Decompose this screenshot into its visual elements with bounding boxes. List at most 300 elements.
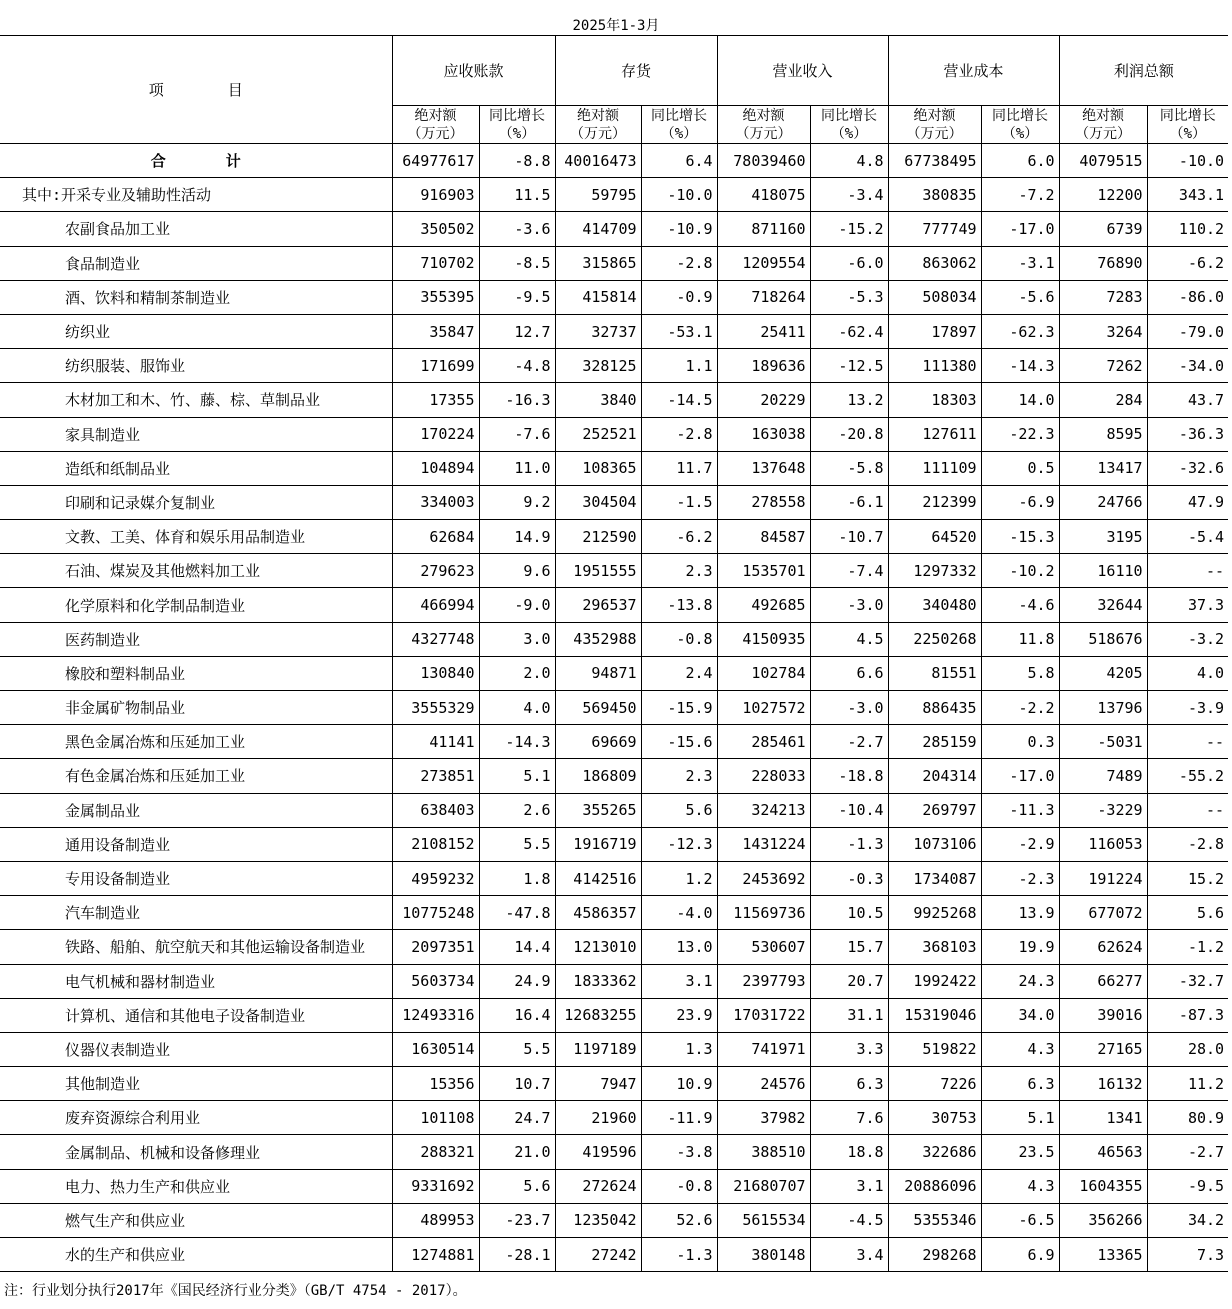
cell-yoy-growth: 10.5 <box>810 896 888 930</box>
cell-yoy-growth: -86.0 <box>1147 280 1228 314</box>
cell-absolute-value: 20229 <box>717 383 810 417</box>
cell-yoy-growth: -10.0 <box>1147 144 1228 178</box>
cell-absolute-value: 4586357 <box>555 896 641 930</box>
cell-yoy-growth: 2.3 <box>641 554 717 588</box>
cell-yoy-growth: -3.0 <box>810 588 888 622</box>
footnote: 注：行业划分执行2017年《国民经济行业分类》（GB/T 4754 - 2017）。 <box>4 1283 467 1299</box>
cell-yoy-growth: -1.3 <box>810 827 888 861</box>
table-row <box>0 793 1228 827</box>
statistics-table <box>0 35 1228 1272</box>
cell-yoy-growth: -5.3 <box>810 280 888 314</box>
cell-yoy-growth: 5.6 <box>641 793 717 827</box>
cell-yoy-growth: -15.2 <box>810 212 888 246</box>
row-name: 金属制品、机械和设备修理业 <box>0 1135 392 1169</box>
cell-absolute-value: 17031722 <box>717 998 810 1032</box>
cell-absolute-value: 18303 <box>888 383 981 417</box>
cell-absolute-value: 285461 <box>717 725 810 759</box>
subheader-line-1: 同比增长 <box>651 107 708 124</box>
cell-absolute-value: 718264 <box>717 280 810 314</box>
cell-absolute-value: -3229 <box>1059 793 1147 827</box>
cell-absolute-value: 137648 <box>717 451 810 485</box>
table-row <box>0 1238 1228 1272</box>
cell-absolute-value: 59795 <box>555 178 641 212</box>
cell-yoy-growth: 2.3 <box>641 759 717 793</box>
cell-absolute-value: 414709 <box>555 212 641 246</box>
cell-absolute-value: 78039460 <box>717 144 810 178</box>
cell-absolute-value: 1992422 <box>888 964 981 998</box>
cell-absolute-value: 67738495 <box>888 144 981 178</box>
cell-yoy-growth: -79.0 <box>1147 314 1228 348</box>
cell-absolute-value: 12683255 <box>555 998 641 1032</box>
row-name: 橡胶和塑料制品业 <box>0 656 392 690</box>
cell-absolute-value: 212590 <box>555 520 641 554</box>
table-row <box>0 1101 1228 1135</box>
cell-absolute-value: 269797 <box>888 793 981 827</box>
cell-yoy-growth: 20.7 <box>810 964 888 998</box>
cell-yoy-growth: -3.9 <box>1147 691 1228 725</box>
table-row <box>0 998 1228 1032</box>
cell-yoy-growth: 6.3 <box>810 1067 888 1101</box>
cell-yoy-growth: 4.5 <box>810 622 888 656</box>
cell-absolute-value: 20886096 <box>888 1169 981 1203</box>
cell-absolute-value: 191224 <box>1059 861 1147 895</box>
cell-yoy-growth: -9.5 <box>479 280 555 314</box>
cell-absolute-value: 3195 <box>1059 520 1147 554</box>
table-row <box>0 725 1228 759</box>
cell-yoy-growth: 5.6 <box>1147 896 1228 930</box>
cell-absolute-value: 1197189 <box>555 1032 641 1066</box>
cell-absolute-value: 380148 <box>717 1238 810 1272</box>
subheader-absolute <box>555 106 641 144</box>
cell-yoy-growth: 47.9 <box>1147 485 1228 519</box>
cell-yoy-growth: 52.6 <box>641 1203 717 1237</box>
group-header-cost: 营业成本 <box>888 36 1059 106</box>
row-name: 金属制品业 <box>0 793 392 827</box>
cell-yoy-growth: -10.7 <box>810 520 888 554</box>
item-header-left: 项 <box>148 81 164 99</box>
table-row <box>0 1067 1228 1101</box>
cell-absolute-value: 171699 <box>392 349 479 383</box>
cell-absolute-value: 518676 <box>1059 622 1147 656</box>
row-name: 电力、热力生产和供应业 <box>0 1169 392 1203</box>
row-name: 仪器仪表制造业 <box>0 1032 392 1066</box>
cell-yoy-growth: 80.9 <box>1147 1101 1228 1135</box>
cell-absolute-value: 355395 <box>392 280 479 314</box>
cell-yoy-growth: 21.0 <box>479 1135 555 1169</box>
cell-absolute-value: 285159 <box>888 725 981 759</box>
cell-yoy-growth: 2.0 <box>479 656 555 690</box>
cell-yoy-growth: -28.1 <box>479 1238 555 1272</box>
cell-absolute-value: 2250268 <box>888 622 981 656</box>
subheader-absolute <box>717 106 810 144</box>
cell-yoy-growth: 13.0 <box>641 930 717 964</box>
cell-yoy-growth: -2.8 <box>641 417 717 451</box>
cell-absolute-value: 9925268 <box>888 896 981 930</box>
subheader-line-2: （万元） <box>735 125 792 142</box>
cell-yoy-growth: 6.0 <box>981 144 1059 178</box>
cell-yoy-growth: -32.6 <box>1147 451 1228 485</box>
cell-absolute-value: 186809 <box>555 759 641 793</box>
cell-yoy-growth: -0.8 <box>641 1169 717 1203</box>
cell-yoy-growth: 34.0 <box>981 998 1059 1032</box>
subheader-yoy-growth <box>1147 106 1228 144</box>
cell-yoy-growth: -47.8 <box>479 896 555 930</box>
cell-yoy-growth: 11.8 <box>981 622 1059 656</box>
cell-yoy-growth: -3.6 <box>479 212 555 246</box>
cell-absolute-value: 4327748 <box>392 622 479 656</box>
cell-absolute-value: 4352988 <box>555 622 641 656</box>
cell-yoy-growth: -87.3 <box>1147 998 1228 1032</box>
cell-absolute-value: 298268 <box>888 1238 981 1272</box>
cell-yoy-growth: -- <box>1147 793 1228 827</box>
cell-absolute-value: 886435 <box>888 691 981 725</box>
cell-absolute-value: 419596 <box>555 1135 641 1169</box>
cell-yoy-growth: -2.8 <box>1147 827 1228 861</box>
cell-yoy-growth: -2.8 <box>641 246 717 280</box>
table-row <box>0 144 1228 178</box>
subheader-line-1: 绝对额 <box>742 107 785 124</box>
subheader-line-2: （%） <box>1001 125 1039 142</box>
subheader-line-1: 绝对额 <box>577 107 620 124</box>
table-row <box>0 827 1228 861</box>
table-row <box>0 178 1228 212</box>
cell-yoy-growth: 11.5 <box>479 178 555 212</box>
cell-yoy-growth: 13.9 <box>981 896 1059 930</box>
cell-yoy-growth: -3.8 <box>641 1135 717 1169</box>
cell-yoy-growth: -62.4 <box>810 314 888 348</box>
cell-absolute-value: 17355 <box>392 383 479 417</box>
cell-absolute-value: 37982 <box>717 1101 810 1135</box>
subheader-absolute <box>888 106 981 144</box>
cell-absolute-value: 16132 <box>1059 1067 1147 1101</box>
row-name: 有色金属冶炼和压延加工业 <box>0 759 392 793</box>
cell-absolute-value: 5355346 <box>888 1203 981 1237</box>
cell-absolute-value: 1535701 <box>717 554 810 588</box>
table-row <box>0 656 1228 690</box>
cell-absolute-value: 64520 <box>888 520 981 554</box>
cell-absolute-value: 84587 <box>717 520 810 554</box>
cell-absolute-value: 279623 <box>392 554 479 588</box>
cell-absolute-value: 64977617 <box>392 144 479 178</box>
cell-absolute-value: 871160 <box>717 212 810 246</box>
cell-yoy-growth: -- <box>1147 725 1228 759</box>
cell-yoy-growth: -- <box>1147 554 1228 588</box>
row-name: 水的生产和供应业 <box>0 1238 392 1272</box>
table-row <box>0 417 1228 451</box>
cell-yoy-growth: 6.9 <box>981 1238 1059 1272</box>
subheader-line-1: 同比增长 <box>992 107 1049 124</box>
cell-yoy-growth: 11.2 <box>1147 1067 1228 1101</box>
cell-absolute-value: 508034 <box>888 280 981 314</box>
cell-yoy-growth: 5.5 <box>479 1032 555 1066</box>
total-label-right: 计 <box>225 152 241 171</box>
row-name: 通用设备制造业 <box>0 827 392 861</box>
cell-yoy-growth: -4.0 <box>641 896 717 930</box>
cell-yoy-growth: -62.3 <box>981 314 1059 348</box>
row-name: 废弃资源综合利用业 <box>0 1101 392 1135</box>
cell-yoy-growth: -7.6 <box>479 417 555 451</box>
subheader-line-2: （%） <box>498 125 536 142</box>
cell-yoy-growth: 5.6 <box>479 1169 555 1203</box>
row-name: 文教、工美、体育和娱乐用品制造业 <box>0 520 392 554</box>
cell-absolute-value: 3840 <box>555 383 641 417</box>
row-name: 石油、煤炭及其他燃料加工业 <box>0 554 392 588</box>
table-row <box>0 1169 1228 1203</box>
cell-yoy-growth: -34.0 <box>1147 349 1228 383</box>
cell-yoy-growth: 19.9 <box>981 930 1059 964</box>
cell-yoy-growth: -55.2 <box>1147 759 1228 793</box>
row-name: 食品制造业 <box>0 246 392 280</box>
cell-yoy-growth: -0.8 <box>641 622 717 656</box>
cell-yoy-growth: 0.5 <box>981 451 1059 485</box>
cell-absolute-value: 69669 <box>555 725 641 759</box>
cell-yoy-growth: 3.0 <box>479 622 555 656</box>
row-name: 纺织服装、服饰业 <box>0 349 392 383</box>
subheader-yoy-growth <box>641 106 717 144</box>
cell-absolute-value: 15319046 <box>888 998 981 1032</box>
cell-yoy-growth: 4.8 <box>810 144 888 178</box>
subheader-line-2: （万元） <box>407 125 464 142</box>
cell-absolute-value: 24766 <box>1059 485 1147 519</box>
table-row <box>0 759 1228 793</box>
cell-absolute-value: 17897 <box>888 314 981 348</box>
cell-absolute-value: 24576 <box>717 1067 810 1101</box>
cell-yoy-growth: -2.7 <box>1147 1135 1228 1169</box>
table-row <box>0 246 1228 280</box>
cell-yoy-growth: -6.2 <box>641 520 717 554</box>
cell-absolute-value: 466994 <box>392 588 479 622</box>
cell-yoy-growth: 23.5 <box>981 1135 1059 1169</box>
cell-absolute-value: 111380 <box>888 349 981 383</box>
cell-yoy-growth: -5.4 <box>1147 520 1228 554</box>
cell-yoy-growth: -36.3 <box>1147 417 1228 451</box>
cell-yoy-growth: -10.2 <box>981 554 1059 588</box>
subheader-yoy-growth <box>479 106 555 144</box>
cell-absolute-value: 46563 <box>1059 1135 1147 1169</box>
cell-absolute-value: 12200 <box>1059 178 1147 212</box>
cell-yoy-growth: 4.3 <box>981 1169 1059 1203</box>
cell-absolute-value: 5603734 <box>392 964 479 998</box>
cell-absolute-value: 170224 <box>392 417 479 451</box>
cell-yoy-growth: -11.3 <box>981 793 1059 827</box>
cell-absolute-value: 35847 <box>392 314 479 348</box>
cell-absolute-value: 130840 <box>392 656 479 690</box>
cell-absolute-value: 62684 <box>392 520 479 554</box>
cell-yoy-growth: -3.1 <box>981 246 1059 280</box>
cell-absolute-value: 27242 <box>555 1238 641 1272</box>
cell-yoy-growth: 16.4 <box>479 998 555 1032</box>
row-name: 其中:开采专业及辅助性活动 <box>0 178 392 212</box>
table-row <box>0 1203 1228 1237</box>
cell-yoy-growth: 4.0 <box>479 691 555 725</box>
row-name: 家具制造业 <box>0 417 392 451</box>
cell-absolute-value: 418075 <box>717 178 810 212</box>
cell-absolute-value: 2108152 <box>392 827 479 861</box>
cell-yoy-growth: -6.9 <box>981 485 1059 519</box>
cell-absolute-value: 741971 <box>717 1032 810 1066</box>
table-body <box>0 144 1228 1272</box>
cell-yoy-growth: -17.0 <box>981 212 1059 246</box>
row-name: 专用设备制造业 <box>0 861 392 895</box>
row-name: 黑色金属冶炼和压延加工业 <box>0 725 392 759</box>
cell-absolute-value: 334003 <box>392 485 479 519</box>
cell-absolute-value: 66277 <box>1059 964 1147 998</box>
table-row <box>0 1135 1228 1169</box>
cell-absolute-value: 328125 <box>555 349 641 383</box>
row-name: 铁路、船舶、航空航天和其他运输设备制造业 <box>0 930 392 964</box>
cell-absolute-value: 415814 <box>555 280 641 314</box>
cell-absolute-value: 16110 <box>1059 554 1147 588</box>
cell-absolute-value: 315865 <box>555 246 641 280</box>
cell-absolute-value: 228033 <box>717 759 810 793</box>
cell-absolute-value: 1073106 <box>888 827 981 861</box>
cell-yoy-growth: 4.0 <box>1147 656 1228 690</box>
cell-absolute-value: 710702 <box>392 246 479 280</box>
cell-absolute-value: 4150935 <box>717 622 810 656</box>
cell-yoy-growth: -6.1 <box>810 485 888 519</box>
table-row <box>0 861 1228 895</box>
row-name: 医药制造业 <box>0 622 392 656</box>
cell-absolute-value: 189636 <box>717 349 810 383</box>
cell-yoy-growth: -5.6 <box>981 280 1059 314</box>
cell-yoy-growth: -15.9 <box>641 691 717 725</box>
table-row <box>0 451 1228 485</box>
cell-absolute-value: 1431224 <box>717 827 810 861</box>
cell-yoy-growth: -20.8 <box>810 417 888 451</box>
cell-yoy-growth: -18.8 <box>810 759 888 793</box>
cell-yoy-growth: 6.3 <box>981 1067 1059 1101</box>
cell-absolute-value: 2097351 <box>392 930 479 964</box>
cell-yoy-growth: -6.2 <box>1147 246 1228 280</box>
cell-absolute-value: 1274881 <box>392 1238 479 1272</box>
subheader-line-1: 绝对额 <box>1082 107 1125 124</box>
cell-yoy-growth: 18.8 <box>810 1135 888 1169</box>
cell-absolute-value: 492685 <box>717 588 810 622</box>
cell-absolute-value: 1951555 <box>555 554 641 588</box>
cell-yoy-growth: 0.3 <box>981 725 1059 759</box>
cell-yoy-growth: -2.3 <box>981 861 1059 895</box>
header-row-groups <box>0 36 1228 106</box>
subheader-absolute <box>1059 106 1147 144</box>
table-row <box>0 896 1228 930</box>
cell-yoy-growth: -8.8 <box>479 144 555 178</box>
cell-yoy-growth: -15.6 <box>641 725 717 759</box>
cell-yoy-growth: -3.0 <box>810 691 888 725</box>
cell-absolute-value: 76890 <box>1059 246 1147 280</box>
cell-absolute-value: 1604355 <box>1059 1169 1147 1203</box>
cell-absolute-value: 272624 <box>555 1169 641 1203</box>
cell-absolute-value: 4142516 <box>555 861 641 895</box>
item-header-right: 目 <box>227 81 243 99</box>
cell-yoy-growth: -22.3 <box>981 417 1059 451</box>
table-row <box>0 622 1228 656</box>
cell-absolute-value: 204314 <box>888 759 981 793</box>
cell-absolute-value: 677072 <box>1059 896 1147 930</box>
cell-absolute-value: 2397793 <box>717 964 810 998</box>
cell-yoy-growth: -10.4 <box>810 793 888 827</box>
cell-yoy-growth: -12.5 <box>810 349 888 383</box>
subheader-absolute <box>392 106 479 144</box>
cell-yoy-growth: 9.6 <box>479 554 555 588</box>
cell-yoy-growth: -16.3 <box>479 383 555 417</box>
cell-absolute-value: -5031 <box>1059 725 1147 759</box>
cell-yoy-growth: -8.5 <box>479 246 555 280</box>
cell-absolute-value: 350502 <box>392 212 479 246</box>
cell-absolute-value: 101108 <box>392 1101 479 1135</box>
cell-yoy-growth: -10.0 <box>641 178 717 212</box>
row-name: 计算机、通信和其他电子设备制造业 <box>0 998 392 1032</box>
cell-absolute-value: 13365 <box>1059 1238 1147 1272</box>
cell-absolute-value: 41141 <box>392 725 479 759</box>
cell-absolute-value: 288321 <box>392 1135 479 1169</box>
group-header-revenue: 营业收入 <box>717 36 888 106</box>
cell-yoy-growth: 3.4 <box>810 1238 888 1272</box>
group-header-receivables: 应收账款 <box>392 36 555 106</box>
table-row <box>0 691 1228 725</box>
cell-yoy-growth: -14.3 <box>981 349 1059 383</box>
subheader-line-1: 同比增长 <box>489 107 545 124</box>
cell-yoy-growth: -4.6 <box>981 588 1059 622</box>
cell-absolute-value: 1734087 <box>888 861 981 895</box>
cell-absolute-value: 7262 <box>1059 349 1147 383</box>
cell-absolute-value: 1297332 <box>888 554 981 588</box>
cell-yoy-growth: -7.4 <box>810 554 888 588</box>
cell-absolute-value: 284 <box>1059 383 1147 417</box>
cell-yoy-growth: 1.8 <box>479 861 555 895</box>
table-row <box>0 383 1228 417</box>
cell-absolute-value: 368103 <box>888 930 981 964</box>
cell-yoy-growth: 1.2 <box>641 861 717 895</box>
cell-absolute-value: 102784 <box>717 656 810 690</box>
cell-absolute-value: 7947 <box>555 1067 641 1101</box>
cell-absolute-value: 278558 <box>717 485 810 519</box>
cell-yoy-growth: 13.2 <box>810 383 888 417</box>
cell-absolute-value: 2453692 <box>717 861 810 895</box>
cell-absolute-value: 30753 <box>888 1101 981 1135</box>
cell-yoy-growth: 2.4 <box>641 656 717 690</box>
cell-yoy-growth: -0.3 <box>810 861 888 895</box>
table-row <box>0 314 1228 348</box>
cell-yoy-growth: 5.1 <box>479 759 555 793</box>
cell-yoy-growth: 37.3 <box>1147 588 1228 622</box>
cell-absolute-value: 27165 <box>1059 1032 1147 1066</box>
cell-absolute-value: 273851 <box>392 759 479 793</box>
cell-absolute-value: 13796 <box>1059 691 1147 725</box>
cell-absolute-value: 1916719 <box>555 827 641 861</box>
item-column-header <box>0 36 392 144</box>
cell-absolute-value: 3555329 <box>392 691 479 725</box>
cell-yoy-growth: -5.8 <box>810 451 888 485</box>
cell-yoy-growth: 11.7 <box>641 451 717 485</box>
cell-absolute-value: 12493316 <box>392 998 479 1032</box>
cell-absolute-value: 6739 <box>1059 212 1147 246</box>
cell-yoy-growth: -6.5 <box>981 1203 1059 1237</box>
cell-absolute-value: 32644 <box>1059 588 1147 622</box>
cell-absolute-value: 304504 <box>555 485 641 519</box>
cell-absolute-value: 7489 <box>1059 759 1147 793</box>
cell-yoy-growth: -7.2 <box>981 178 1059 212</box>
cell-yoy-growth: -6.0 <box>810 246 888 280</box>
cell-yoy-growth: -11.9 <box>641 1101 717 1135</box>
cell-absolute-value: 489953 <box>392 1203 479 1237</box>
cell-yoy-growth: -12.3 <box>641 827 717 861</box>
table-row <box>0 588 1228 622</box>
cell-absolute-value: 8595 <box>1059 417 1147 451</box>
subheader-yoy-growth <box>981 106 1059 144</box>
subheader-line-2: （%） <box>660 125 698 142</box>
cell-absolute-value: 21960 <box>555 1101 641 1135</box>
row-name: 化学原料和化学制品制造业 <box>0 588 392 622</box>
